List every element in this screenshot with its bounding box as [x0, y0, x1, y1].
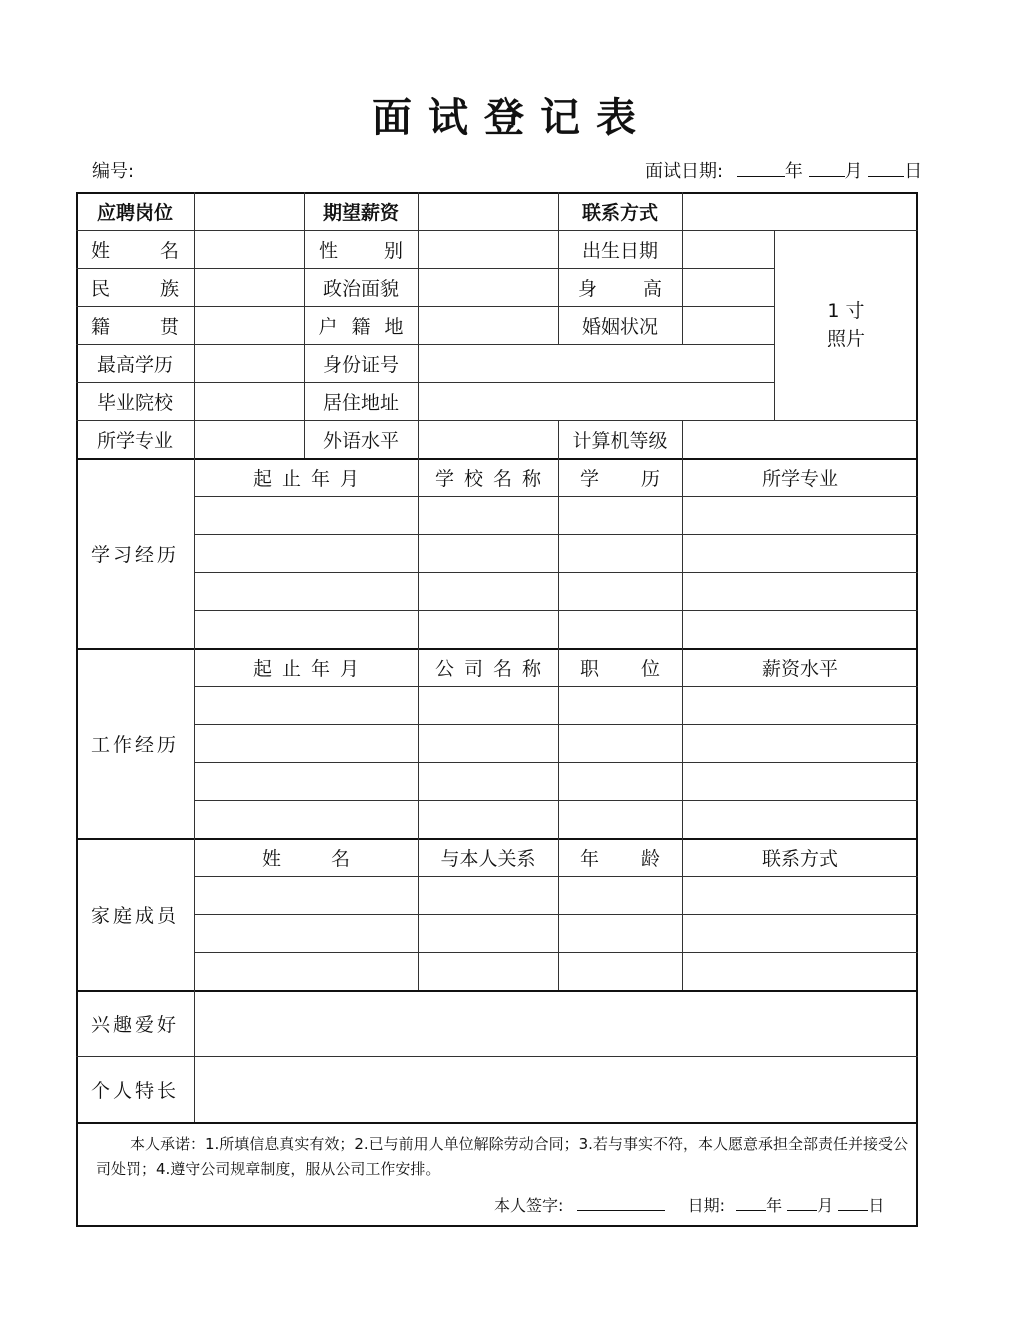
computer-field[interactable] — [682, 420, 918, 458]
hobbies-field[interactable] — [194, 990, 918, 1056]
signature-month-blank[interactable] — [787, 1194, 817, 1211]
study-header-period: 起 止 年 月 — [252, 467, 360, 490]
row-divider — [194, 952, 918, 953]
work-header-salary: 薪资水平 — [761, 657, 838, 680]
name-field[interactable] — [194, 230, 304, 268]
id-number-field[interactable] — [418, 344, 774, 382]
row-divider — [194, 876, 918, 877]
education-field[interactable] — [194, 344, 304, 382]
major-label: 所学专业 — [96, 429, 173, 452]
column-divider — [558, 420, 559, 990]
specialty-field[interactable] — [194, 1056, 918, 1122]
marital-label: 婚姻状况 — [581, 315, 658, 338]
row-divider — [194, 686, 918, 687]
row-divider — [194, 800, 918, 801]
ethnicity-label: 民 族 — [90, 277, 180, 300]
photo-label: 照片 — [826, 328, 865, 350]
signature-line — [494, 1193, 884, 1216]
month-blank[interactable] — [809, 160, 845, 177]
interview-date-label: 面试日期: — [645, 161, 724, 182]
photo-size-label: 1 寸 — [827, 300, 865, 322]
study-header-school: 学 校 名 称 — [434, 467, 542, 490]
row-divider — [194, 572, 918, 573]
work-header-period: 起 止 年 月 — [252, 657, 360, 680]
language-field[interactable] — [418, 420, 558, 458]
family-header-contact: 联系方式 — [761, 847, 838, 870]
contact-label: 联系方式 — [581, 201, 658, 224]
year-blank[interactable] — [737, 160, 785, 177]
specialty-label: 个人特长 — [90, 1079, 179, 1102]
height-field[interactable] — [682, 268, 774, 306]
row-divider — [194, 496, 918, 497]
column-divider — [682, 420, 683, 990]
family-header-relation: 与本人关系 — [440, 847, 536, 870]
marital-field[interactable] — [682, 306, 774, 344]
id-number-label: 身份证号 — [322, 353, 399, 376]
signature-day-label: 日 — [868, 1196, 885, 1215]
family-header-name: 姓 名 — [261, 847, 351, 870]
birth-label: 出生日期 — [581, 239, 658, 262]
signature-date-label: 日期: — [687, 1196, 725, 1215]
address-field[interactable] — [418, 382, 774, 420]
hukou-label: 户 籍 地 — [318, 315, 404, 338]
language-label: 外语水平 — [322, 429, 399, 452]
origin-field[interactable] — [194, 306, 304, 344]
salary-label: 期望薪资 — [322, 201, 399, 224]
work-header-company: 公 司 名 称 — [434, 657, 542, 680]
hukou-field[interactable] — [418, 306, 558, 344]
position-label: 应聘岗位 — [96, 201, 173, 224]
political-field[interactable] — [418, 268, 558, 306]
computer-label: 计算机等级 — [572, 429, 668, 452]
row-divider — [194, 762, 918, 763]
gender-field[interactable] — [418, 230, 558, 268]
day-blank[interactable] — [868, 160, 904, 177]
ethnicity-field[interactable] — [194, 268, 304, 306]
work-section-label: 工作经历 — [90, 733, 179, 756]
photo-placeholder[interactable] — [774, 230, 918, 420]
hobbies-label: 兴趣爱好 — [90, 1013, 179, 1036]
signature-year-label: 年 — [766, 1196, 783, 1215]
row-divider — [194, 534, 918, 535]
height-label: 身 高 — [577, 277, 663, 300]
form-number-label: 编号: — [92, 161, 135, 182]
name-label: 姓 名 — [90, 239, 180, 262]
form-title: 面试登记表 — [372, 95, 652, 141]
position-field[interactable] — [194, 192, 304, 230]
family-section-label: 家庭成员 — [90, 904, 179, 927]
family-header-age: 年 龄 — [579, 847, 661, 870]
registration-form — [76, 192, 918, 1227]
major-field[interactable] — [194, 420, 304, 458]
contact-field[interactable] — [682, 192, 918, 230]
row-divider — [194, 610, 918, 611]
gender-label: 性 别 — [318, 239, 404, 262]
signature-blank[interactable] — [577, 1194, 665, 1211]
section-divider — [76, 1122, 918, 1124]
signature-year-blank[interactable] — [736, 1194, 766, 1211]
birth-field[interactable] — [682, 230, 774, 268]
signature-day-blank[interactable] — [838, 1194, 868, 1211]
political-label: 政治面貌 — [322, 277, 399, 300]
salary-field[interactable] — [418, 192, 558, 230]
row-divider — [194, 914, 918, 915]
row-divider — [194, 724, 918, 725]
study-header-major: 所学专业 — [761, 467, 838, 490]
school-field[interactable] — [194, 382, 304, 420]
school-label: 毕业院校 — [96, 391, 173, 414]
education-label: 最高学历 — [96, 353, 173, 376]
origin-label: 籍 贯 — [90, 315, 180, 338]
address-label: 居住地址 — [322, 391, 399, 414]
month-label: 月 — [844, 161, 863, 182]
interview-date — [645, 157, 922, 183]
year-label: 年 — [784, 161, 803, 182]
day-label: 日 — [904, 161, 923, 182]
signature-month-label: 月 — [817, 1196, 834, 1215]
study-section-label: 学习经历 — [90, 543, 179, 566]
work-header-title: 职 位 — [579, 657, 661, 680]
pledge-text: 本人承诺：1.所填信息真实有效；2.已与前用人单位解除劳动合同；3.若与事实不符，本人愿意承担全部责任并接受公司处罚；4.遵守公司规章制度，服从公司工作安排。 — [96, 1135, 908, 1178]
signature-label: 本人签字: — [494, 1196, 564, 1215]
study-header-degree: 学 历 — [579, 467, 661, 490]
